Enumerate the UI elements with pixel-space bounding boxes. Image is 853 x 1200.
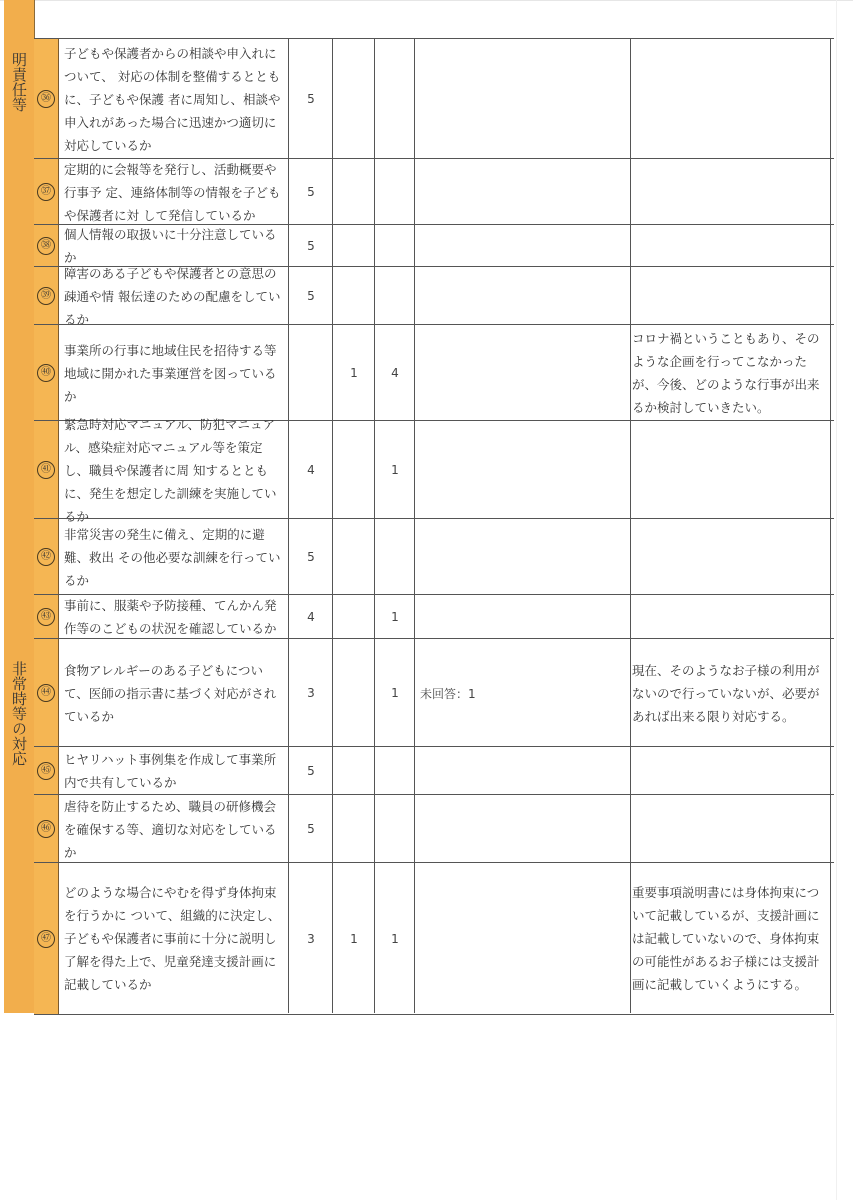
table-row xyxy=(34,746,834,795)
table-row xyxy=(34,794,834,863)
count-col-3: 1 xyxy=(391,686,399,700)
question-text: 個人情報の取扱いに十分注意しているか xyxy=(64,227,277,265)
comment-cell xyxy=(632,595,830,639)
count-col-1: 4 xyxy=(307,610,315,624)
count-col-3 xyxy=(376,519,414,595)
comment-cell: 現在、そのようなお子様の利用がないので行っていないが、必要があれば出来る限り対応する。 xyxy=(632,662,820,724)
question-text: 虐待を防止するため、職員の研修機会を確保する等、適切な対応をしているか xyxy=(64,798,277,860)
count-col-1: 4 xyxy=(307,463,315,477)
row-number-cell xyxy=(34,325,59,421)
note-cell xyxy=(416,863,626,1014)
count-col-2 xyxy=(334,747,374,795)
comment-cell xyxy=(632,795,830,863)
comment-cell xyxy=(632,747,830,795)
count-col-3 xyxy=(376,795,414,863)
comment-cell xyxy=(632,159,830,225)
count-col-2 xyxy=(334,595,374,639)
table-row xyxy=(34,324,834,421)
note-cell xyxy=(416,595,626,639)
count-col-1: 5 xyxy=(307,92,315,106)
count-col-1: 5 xyxy=(307,550,315,564)
count-col-3: 1 xyxy=(391,931,399,946)
question-text: 緊急時対応マニュアル、防犯マニュアル、感染症対応マニュアル等を策定し、職員や保護者に周 知するとともに、発生を想定した訓練を実施しているか xyxy=(64,416,277,524)
category-label: 明責任等 xyxy=(10,52,28,112)
count-col-2 xyxy=(334,639,374,747)
question-text: 事業所の行事に地域住民を招待する等地域に開かれた事業運営を図っているか xyxy=(64,342,277,404)
category-label: 非常時等の対応 xyxy=(10,660,28,766)
count-col-2 xyxy=(334,159,374,225)
comment-cell xyxy=(632,421,830,519)
row-number-cell xyxy=(34,795,59,863)
row-number: ㊻ xyxy=(37,820,55,838)
category-block xyxy=(4,408,35,1013)
row-number: ㊵ xyxy=(37,364,55,382)
page-edge xyxy=(836,0,837,1200)
note-cell xyxy=(416,267,626,325)
count-col-2 xyxy=(334,795,374,863)
row-number: ㊲ xyxy=(37,183,55,201)
count-col-1: 3 xyxy=(307,931,315,946)
question-text: 子どもや保護者からの相談や申入れについて、 対応の体制を整備するとともに、子どもや保護 者に周知し、相談や申入れがあった場合に迅速かつ適切に対応しているか xyxy=(64,45,281,153)
row-number: ㊱ xyxy=(37,90,55,108)
row-number: ㊴ xyxy=(37,287,55,305)
count-col-2: 1 xyxy=(350,366,358,380)
table-grid xyxy=(34,38,834,1013)
count-col-1: 5 xyxy=(307,239,315,253)
comment-cell: 重要事項説明書には身体拘束について記載しているが、支援計画には記載していないので、身体拘束の可能性があるお子様には支援計画に記載していくようにする。 xyxy=(632,885,820,992)
question-text: 非常災害の発生に備え、定期的に避難、救出 その他必要な訓練を行っているか xyxy=(64,526,281,588)
count-col-3: 1 xyxy=(391,610,399,624)
row-number: ㊶ xyxy=(37,461,55,479)
note-cell: 未回答：1 xyxy=(420,686,476,701)
count-col-3: 4 xyxy=(391,366,399,380)
comment-cell xyxy=(632,39,830,159)
row-number-cell xyxy=(34,863,59,1014)
question-text: 障害のある子どもや保護者との意思の疎通や情 報伝達のための配慮をしているか xyxy=(64,265,281,327)
row-number-cell xyxy=(34,519,59,595)
row-number-cell xyxy=(34,39,59,159)
comment-cell xyxy=(632,267,830,325)
table-row xyxy=(34,594,834,639)
count-col-3 xyxy=(376,159,414,225)
table-row xyxy=(34,518,834,595)
table-row xyxy=(34,38,834,159)
row-number: ㊸ xyxy=(37,608,55,626)
count-col-1: 5 xyxy=(307,822,315,836)
row-number: ㊹ xyxy=(37,684,55,702)
note-cell xyxy=(416,421,626,519)
table-row xyxy=(34,638,834,747)
question-text: どのような場合にやむを得ず身体拘束を行うかに ついて、組織的に決定し、子どもや保護者に事前に十分に説明し了解を得た上で、児童発達支援計画に記載しているか xyxy=(64,885,281,992)
count-col-1: 5 xyxy=(307,289,315,303)
table-row xyxy=(34,158,834,225)
question-text: 定期的に会報等を発行し、活動概要や行事予 定、連絡体制等の情報を子どもや保護者に対 して発信しているか xyxy=(64,161,281,223)
count-col-3 xyxy=(376,39,414,159)
comment-cell xyxy=(632,519,830,595)
row-number-cell xyxy=(34,595,59,639)
count-col-1: 5 xyxy=(307,185,315,199)
note-cell xyxy=(416,325,626,421)
row-number: ㊷ xyxy=(37,548,55,566)
table-row xyxy=(34,862,834,1015)
question-text: ヒヤリハット事例集を作成して事業所内で共有しているか xyxy=(64,752,277,790)
table-row xyxy=(34,266,834,325)
comment-cell: コロナ禍ということもあり、そのような企画を行ってこなかったが、今後、どのような行事が出来るか検討していきたい。 xyxy=(632,331,820,415)
page-edge xyxy=(0,0,853,1)
row-number-cell xyxy=(34,747,59,795)
count-col-2 xyxy=(334,39,374,159)
count-col-2 xyxy=(334,519,374,595)
comment-cell xyxy=(632,225,830,267)
count-col-2 xyxy=(334,421,374,519)
count-col-3: 1 xyxy=(391,463,399,477)
count-col-2 xyxy=(334,267,374,325)
note-cell xyxy=(416,225,626,267)
note-cell xyxy=(416,795,626,863)
note-cell xyxy=(416,159,626,225)
count-col-1 xyxy=(290,325,332,421)
row-number: ㊳ xyxy=(37,237,55,255)
row-number-cell xyxy=(34,159,59,225)
row-number-cell xyxy=(34,639,59,747)
row-number: ㊺ xyxy=(37,762,55,780)
note-cell xyxy=(416,39,626,159)
count-col-3 xyxy=(376,225,414,267)
evaluation-table xyxy=(4,38,834,1013)
count-col-2: 1 xyxy=(350,931,358,946)
count-col-3 xyxy=(376,267,414,325)
table-row xyxy=(34,416,834,524)
row-number-cell xyxy=(34,267,59,325)
count-col-1: 5 xyxy=(307,764,315,778)
row-number-cell xyxy=(34,421,59,519)
count-col-2 xyxy=(334,225,374,267)
row-number-cell xyxy=(34,225,59,267)
count-col-1: 3 xyxy=(307,686,315,700)
question-text: 事前に、服薬や予防接種、てんかん発作等のこどもの状況を確認しているか xyxy=(64,598,277,636)
count-col-3 xyxy=(376,747,414,795)
note-cell xyxy=(416,747,626,795)
note-cell xyxy=(416,519,626,595)
category-block xyxy=(4,0,35,408)
question-text: 食物アレルギーのある子どもについて、医師の指示書に基づく対応がされているか xyxy=(64,662,277,724)
row-number: ㊼ xyxy=(37,930,55,948)
